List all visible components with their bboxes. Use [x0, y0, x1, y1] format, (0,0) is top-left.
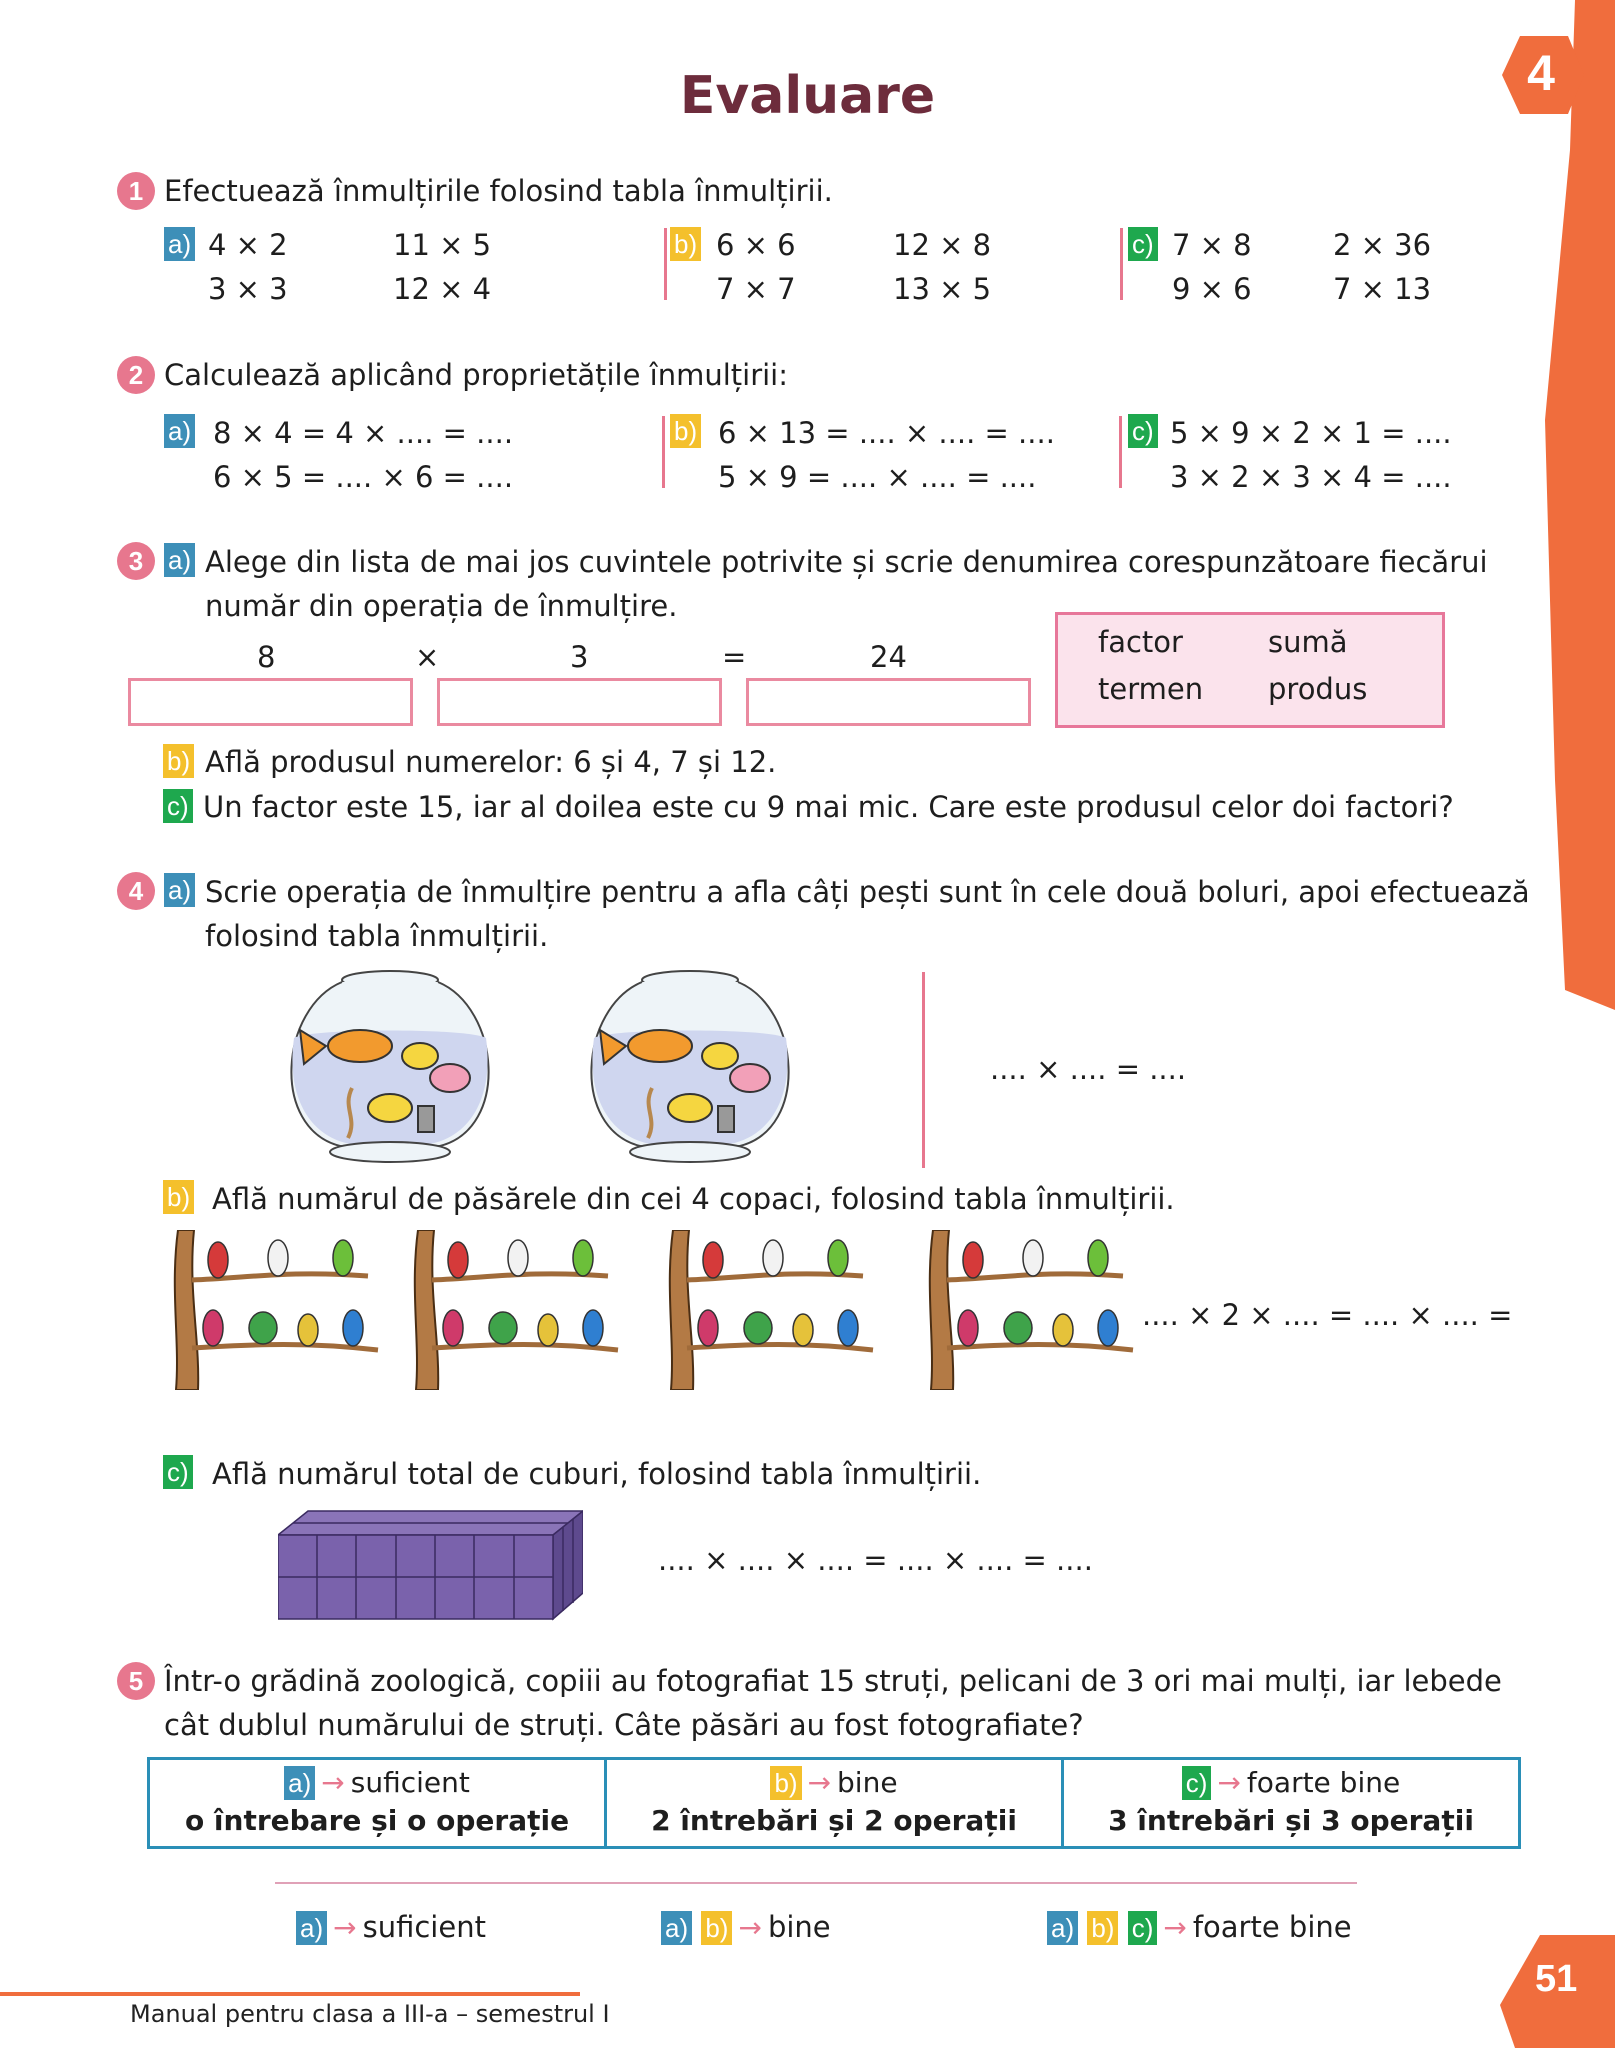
exercise-3-number: 3	[117, 542, 155, 580]
eval-level: foarte bine	[1246, 1766, 1401, 1799]
evaluation-cell	[150, 1760, 607, 1846]
operation-factor-2: 3	[570, 640, 589, 674]
fish-bowl-image	[580, 968, 800, 1168]
ex1-a-item: 11 × 5	[393, 228, 492, 262]
ex4-a-text: Scrie operația de înmulțire pentru a afla câți pești sunt în cele două boluri, apoi efectuează	[205, 875, 1530, 909]
bird-trees-image	[168, 1230, 1168, 1390]
cubes-image	[278, 1505, 583, 1623]
arrow-right-icon: →	[738, 1911, 762, 1944]
exercise-1-number: 1	[117, 172, 155, 210]
ex1-a-item: 4 × 2	[208, 228, 288, 262]
ex1-b-item: 13 × 5	[893, 272, 992, 306]
eval-label: c)	[1182, 1766, 1212, 1800]
answer-box-factor-2[interactable]	[437, 678, 722, 726]
column-divider	[662, 416, 665, 488]
eval-description: o întrebare și o operație	[184, 1804, 570, 1837]
arrow-right-icon: →	[321, 1766, 345, 1799]
ex4-c-text: Află numărul total de cuburi, folosind tabla înmulțirii.	[212, 1457, 982, 1491]
eval-description: 3 întrebări și 3 operații	[1108, 1804, 1474, 1837]
word-item: produs	[1268, 672, 1368, 706]
side-decoration-strip	[1525, 0, 1615, 1010]
ex1-c-item: 7 × 13	[1333, 272, 1432, 306]
eval-description: 2 întrebări și 2 operații	[651, 1804, 1017, 1837]
ex3-a-label: a)	[164, 543, 195, 577]
page-number: 51	[1535, 1958, 1578, 2000]
grading-label: c)	[1128, 1911, 1158, 1945]
exercise-4-number: 4	[117, 872, 155, 910]
grading-label: a)	[1047, 1911, 1078, 1945]
ex4-a-label: a)	[164, 873, 195, 907]
ex2-a-line: 6 × 5 = .... × 6 = ....	[213, 460, 514, 494]
column-divider	[922, 972, 925, 1168]
exercise-1-instruction: Efectuează înmulțirile folosind tabla înmulțirii.	[164, 174, 833, 208]
ex1-b-label: b)	[670, 227, 701, 261]
grading-very-good	[1047, 1910, 1352, 1945]
chapter-number: 4	[1527, 45, 1555, 101]
ex3-a-text: Alege din lista de mai jos cuvintele potrivite și scrie denumirea corespunzătoare fiecărui	[205, 545, 1488, 579]
exercise-2-instruction: Calculează aplicând proprietățile înmulțirii:	[164, 358, 789, 392]
operation-times: ×	[415, 640, 440, 674]
ex1-c-item: 9 × 6	[1172, 272, 1252, 306]
arrow-right-icon: →	[1217, 1766, 1241, 1799]
grading-label: a)	[661, 1911, 692, 1945]
ex2-b-line: 6 × 13 = .... × .... = ....	[718, 416, 1055, 450]
ex5-text: cât dublul numărului de struți. Câte păsări au fost fotografiate?	[164, 1708, 1084, 1742]
ex2-c-line: 5 × 9 × 2 × 1 = ....	[1170, 416, 1452, 450]
ex2-a-label: a)	[164, 414, 195, 448]
evaluation-table	[147, 1757, 1521, 1849]
fish-bowl-image	[280, 968, 500, 1168]
word-item: factor	[1098, 625, 1183, 659]
grading-level: bine	[767, 1910, 831, 1944]
ex1-a-item: 3 × 3	[208, 272, 288, 306]
arrow-right-icon: →	[333, 1911, 357, 1944]
ex4-a-text: folosind tabla înmulțirii.	[205, 919, 549, 953]
ex1-a-label: a)	[164, 227, 195, 261]
divider	[275, 1882, 1357, 1884]
arrow-right-icon: →	[807, 1766, 832, 1799]
word-item: termen	[1098, 672, 1204, 706]
grading-label: b)	[701, 1911, 732, 1945]
ex3-b-label: b)	[163, 744, 194, 778]
ex1-a-item: 12 × 4	[393, 272, 492, 306]
grading-sufficient	[296, 1910, 486, 1945]
word-item: sumă	[1268, 625, 1348, 659]
ex4-c-blank: .... × .... × .... = .... × .... = ....	[658, 1543, 1093, 1577]
grading-level: suficient	[362, 1910, 486, 1944]
ex2-c-label: c)	[1128, 414, 1158, 448]
ex3-b-text: Află produsul numerelor: 6 și 4, 7 și 12.	[205, 745, 777, 779]
word-list-box	[1055, 612, 1445, 728]
eval-label: b)	[770, 1766, 801, 1800]
eval-label: a)	[284, 1766, 315, 1800]
eval-level: bine	[837, 1766, 898, 1799]
answer-box-result[interactable]	[746, 678, 1031, 726]
footer-line	[0, 1992, 580, 1996]
ex1-c-label: c)	[1128, 227, 1158, 261]
ex2-b-label: b)	[670, 414, 701, 448]
grading-level: foarte bine	[1192, 1910, 1352, 1944]
ex5-text: Într-o grădină zoologică, copiii au fotografiat 15 struți, pelicani de 3 ori mai mulți, iar lebede	[164, 1664, 1502, 1698]
ex4-a-blank: .... × .... = ....	[990, 1052, 1187, 1086]
ex4-c-label: c)	[163, 1455, 193, 1489]
ex2-c-line: 3 × 2 × 3 × 4 = ....	[1170, 460, 1452, 494]
evaluation-cell	[607, 1760, 1064, 1846]
operation-result: 24	[870, 640, 907, 674]
ex4-b-blank: .... × 2 × .... = .... × .... =	[1142, 1298, 1513, 1332]
ex2-a-line: 8 × 4 = 4 × .... = ....	[213, 416, 514, 450]
column-divider	[1119, 416, 1122, 488]
ex1-c-item: 7 × 8	[1172, 228, 1252, 262]
page-title: Evaluare	[679, 66, 936, 126]
grading-label: b)	[1087, 1911, 1118, 1945]
exercise-5-number: 5	[117, 1662, 155, 1700]
operation-factor-1: 8	[257, 640, 276, 674]
footer-text: Manual pentru clasa a III-a – semestrul I	[130, 2000, 610, 2028]
grading-label: a)	[296, 1911, 327, 1945]
ex1-c-item: 2 × 36	[1333, 228, 1432, 262]
ex3-a-text: număr din operația de înmulțire.	[205, 589, 678, 623]
ex1-b-item: 12 × 8	[893, 228, 992, 262]
exercise-2-number: 2	[117, 356, 155, 394]
answer-box-factor-1[interactable]	[128, 678, 413, 726]
column-divider	[664, 228, 667, 300]
grading-good	[661, 1910, 831, 1945]
ex4-b-label: b)	[163, 1180, 194, 1214]
operation-equals: =	[722, 640, 747, 674]
evaluation-cell	[1064, 1760, 1518, 1846]
ex3-c-label: c)	[163, 789, 193, 823]
column-divider	[1120, 228, 1123, 300]
eval-level: suficient	[350, 1766, 470, 1799]
ex3-c-text: Un factor este 15, iar al doilea este cu 9 mai mic. Care este produsul celor doi factori?	[203, 790, 1454, 824]
arrow-right-icon: →	[1163, 1911, 1187, 1944]
ex1-b-item: 7 × 7	[716, 272, 796, 306]
ex4-b-text: Află numărul de păsărele din cei 4 copaci, folosind tabla înmulțirii.	[212, 1182, 1175, 1216]
ex1-b-item: 6 × 6	[716, 228, 796, 262]
ex2-b-line: 5 × 9 = .... × .... = ....	[718, 460, 1037, 494]
